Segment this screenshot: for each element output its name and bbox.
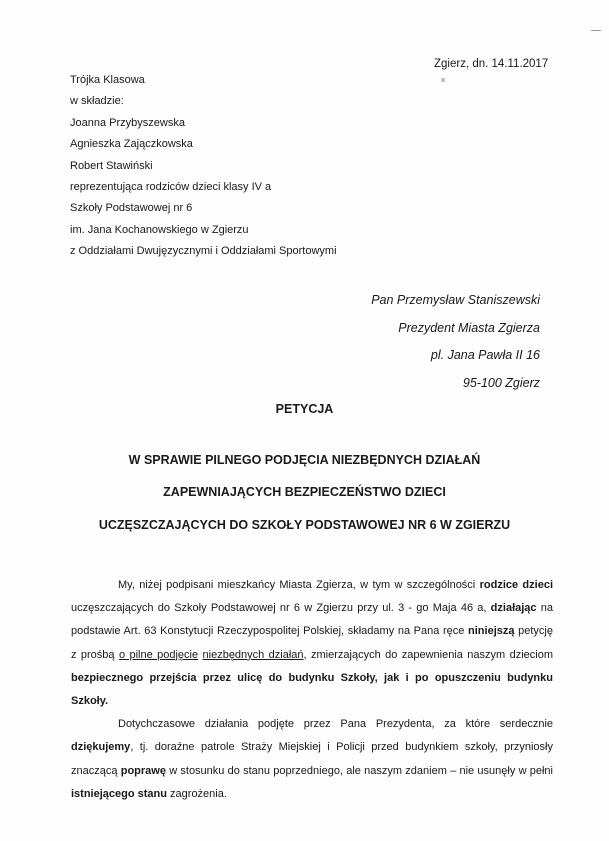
letter-date: Zgierz, dn. 14.11.2017	[434, 58, 549, 70]
ink-spot	[441, 78, 445, 82]
document-heading: PETYCJA	[275, 402, 334, 416]
bold-text: dziękujemy	[71, 741, 131, 754]
text-run: Dotychczasowe działania podjęte przez Pana Prezydenta, za które serdecznie	[118, 718, 553, 731]
addressee-name: Pan Przemysław Staniszewski	[371, 293, 540, 307]
bold-text: istniejącego stanu	[71, 787, 167, 800]
text-run: , zmierzających do zapewnienia naszym dzieciom	[303, 648, 554, 661]
sender-line: reprezentująca rodziców dzieci klasy IV a	[70, 180, 272, 193]
sender-line: Szkoły Podstawowej nr 6	[70, 202, 193, 215]
sender-block	[70, 70, 337, 263]
underlined-text: niezbędnych działań	[202, 648, 304, 661]
scan-edge-mark	[591, 30, 601, 31]
petition-body	[71, 574, 553, 806]
text-run: na podstawie Art. 63 Konstytucji Rzeczypospolitej Polskiej, składamy na Pana ręce	[71, 602, 553, 638]
sender-line: Agnieszka Zajączkowska	[70, 138, 193, 151]
subject-line-2: ZAPEWNIAJĄCYCH BEZPIECZEŃSTWO DZIECI	[163, 485, 446, 499]
sender-line: Trójka Klasowa	[70, 74, 145, 86]
sender-line: Joanna Przybyszewska	[70, 116, 185, 129]
bold-text: bezpiecznego przejścia przez ulicę do budynku Szkoły, jak i po opuszczeniu budynku Szkoły.	[71, 671, 553, 708]
addressee-street: pl. Jana Pawła II 16	[430, 348, 540, 362]
addressee-city: 95-100 Zgierz	[462, 375, 540, 390]
text-run: zagrożenia.	[166, 787, 227, 800]
subject-line-3: UCZĘSZCZAJĄCYCH DO SZKOŁY PODSTAWOWEJ NR 6 W ZGIERZU	[98, 518, 511, 532]
underlined-text: o pilne podjęcie	[118, 648, 199, 661]
paragraph-2	[71, 713, 553, 806]
text-run: , tj. doraźne patrole Straży Miejskiej i Policji przed budynkiem szkoły, przyniosły znaczącą	[71, 741, 553, 777]
sender-line: im. Jana Kochanowskiego w Zgierzu	[70, 223, 249, 236]
text-run: uczęszczających do Szkoły Podstawowej nr 6 w Zgierzu przy ul. 3 - go Maja 46 a,	[71, 602, 491, 615]
text-run: petycję z prośbą	[71, 625, 553, 661]
bold-text: działając	[490, 602, 537, 615]
text-run: My, niżej podpisani mieszkańcy Miasta Zgierza, w tym w szczególności	[118, 579, 480, 591]
addressee-position: Prezydent Miasta Zgierza	[398, 320, 540, 335]
paragraph-1	[71, 574, 553, 713]
bold-text: poprawę	[120, 764, 166, 777]
sender-line: w składzie:	[70, 95, 124, 108]
bold-text: niniejszą	[468, 625, 515, 638]
text-run: w stosunku do stanu poprzedniego, ale naszym zdaniem – nie usunęły w pełni	[165, 764, 553, 777]
addressee-block	[371, 287, 540, 397]
sender-line: z Oddziałami Dwujęzycznymi i Oddziałami Sportowymi	[70, 245, 337, 258]
bold-text: rodzice dzieci	[479, 579, 554, 591]
sender-line: Robert Stawiński	[70, 159, 153, 172]
subject-line-1: W SPRAWIE PILNEGO PODJĘCIA NIEZBĘDNYCH DZIAŁAŃ	[128, 453, 481, 467]
